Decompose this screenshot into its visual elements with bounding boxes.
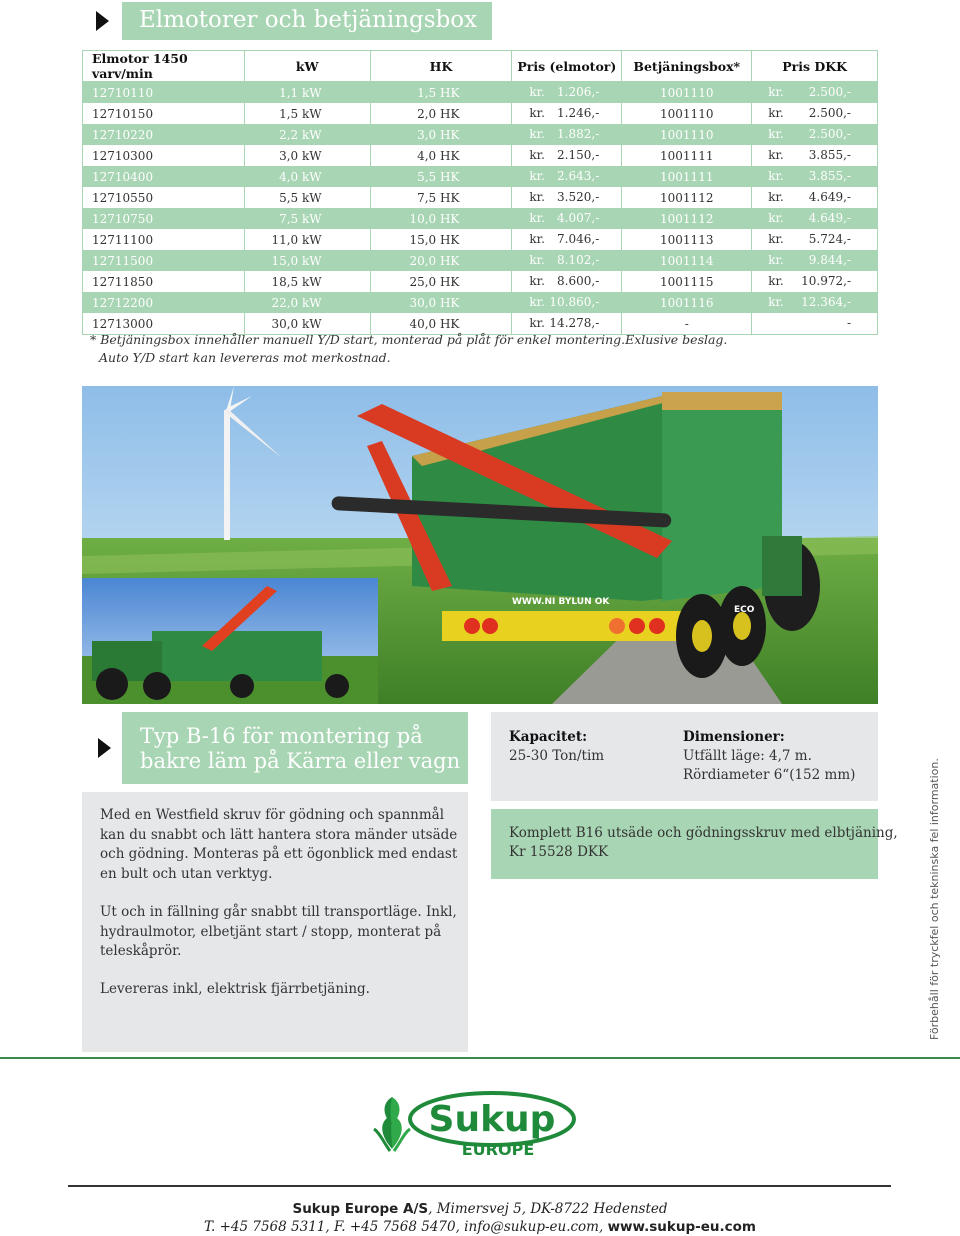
price-cell: [512, 187, 622, 208]
currency-label: kr.: [768, 211, 784, 225]
product-title-line-1: Typ B-16 för montering på: [140, 724, 423, 748]
control-box-cell: 1001114: [622, 250, 752, 271]
price-cell: [512, 145, 622, 166]
currency-label: kr.: [529, 85, 545, 99]
hk-cell: 5,5 HK: [370, 166, 512, 187]
hk-cell: 3,0 HK: [370, 124, 512, 145]
kw-cell: 3,0 kW: [244, 145, 370, 166]
logo-brand-text: Sukup: [428, 1099, 556, 1140]
footer-contact-text: T. +45 7568 5311, F. +45 7568 5470, info@sukup-eu.com,: [204, 1219, 608, 1235]
price-cell: [512, 82, 622, 104]
offer-line-2: Kr 15528 DKK: [509, 844, 609, 860]
column-header-price: Pris (elmotor): [512, 51, 622, 82]
dkk-price-cell: [752, 124, 878, 145]
control-box-cell: 1001112: [622, 208, 752, 229]
dkk-price-cell: [752, 292, 878, 313]
motor-number-cell: 12712200: [83, 292, 245, 313]
footer-address: [0, 1201, 960, 1217]
table-row: [83, 271, 878, 292]
hk-cell: 40,0 HK: [370, 313, 512, 335]
kw-cell: 18,5 kW: [244, 271, 370, 292]
price-cell: [512, 229, 622, 250]
footer-address-text: , Mimersvej 5, DK-8722 Hedensted: [428, 1201, 668, 1217]
currency-label: kr.: [768, 253, 784, 267]
price-amount: 10.860,-: [549, 295, 600, 309]
motor-number-cell: 12711500: [83, 250, 245, 271]
table-row: [83, 187, 878, 208]
kw-cell: 22,0 kW: [244, 292, 370, 313]
currency-label: kr.: [529, 274, 545, 288]
motor-price-table: [82, 50, 878, 335]
dkk-price-cell: [752, 313, 878, 335]
dkk-amount: 3.855,-: [808, 169, 851, 183]
currency-label: kr.: [529, 253, 545, 267]
currency-label: kr.: [768, 169, 784, 183]
price-amount: 14.278,-: [549, 316, 600, 330]
footnote-line-1: * Betjäningsbox innehåller manuell Y/D start, monterad på plåt för enkel montering.Exlusive beslag.: [90, 332, 728, 347]
currency-label: kr.: [529, 169, 545, 183]
control-box-cell: -: [622, 313, 752, 335]
kw-cell: 30,0 kW: [244, 313, 370, 335]
footer-contact: [0, 1219, 960, 1235]
control-box-cell: 1001110: [622, 103, 752, 124]
control-box-cell: 1001115: [622, 271, 752, 292]
dkk-amount: 10.972,-: [801, 274, 851, 288]
table-row: [83, 166, 878, 187]
price-amount: 1.206,-: [557, 85, 600, 99]
kw-cell: 5,5 kW: [244, 187, 370, 208]
price-amount: 8.102,-: [557, 253, 600, 267]
arrow-box: [82, 2, 122, 40]
table-body: [83, 82, 878, 335]
table-header-row: [83, 51, 878, 82]
disclaimer-vertical: Förbehåll för tryckfel och tekninska fel information.: [928, 758, 941, 1040]
product-photo: [82, 386, 878, 704]
dkk-amount: 12.364,-: [801, 295, 851, 309]
motor-number-cell: 12710110: [83, 82, 245, 104]
kw-cell: 11,0 kW: [244, 229, 370, 250]
logo-sub-text: EUROPE: [461, 1140, 535, 1159]
hk-cell: 25,0 HK: [370, 271, 512, 292]
hk-cell: 1,5 HK: [370, 82, 512, 104]
price-cell: [512, 271, 622, 292]
currency-label: kr.: [768, 127, 784, 141]
price-amount: 1.246,-: [557, 106, 600, 120]
motor-number-cell: 12713000: [83, 313, 245, 335]
control-box-cell: 1001113: [622, 229, 752, 250]
price-amount: 4.007,-: [557, 211, 600, 225]
kw-cell: 15,0 kW: [244, 250, 370, 271]
price-amount: 7.046,-: [557, 232, 600, 246]
dkk-amount: -: [846, 316, 851, 330]
table-row: [83, 208, 878, 229]
motor-number-cell: 12711100: [83, 229, 245, 250]
currency-label: kr.: [529, 316, 545, 330]
dkk-amount: 2.500,-: [808, 106, 851, 120]
trailer-text: WWW.NI BYLUN OK: [512, 597, 610, 607]
table-row: [83, 145, 878, 166]
control-box-cell: 1001116: [622, 292, 752, 313]
kw-cell: 2,2 kW: [244, 124, 370, 145]
price-cell: [512, 103, 622, 124]
green-divider: [0, 1057, 960, 1059]
column-header-motor: Elmotor 1450 varv/min: [83, 51, 245, 82]
table-row: [83, 229, 878, 250]
currency-label: kr.: [529, 106, 545, 120]
product-title-line-2: bakre läm på Kärra eller vagn: [140, 749, 461, 773]
price-amount: 2.643,-: [557, 169, 600, 183]
currency-label: kr.: [529, 232, 545, 246]
arrow-box: [82, 712, 122, 784]
motor-number-cell: 12711850: [83, 271, 245, 292]
dkk-price-cell: [752, 166, 878, 187]
kw-cell: 1,5 kW: [244, 103, 370, 124]
sukup-logo-graphic: [370, 1085, 590, 1160]
hk-cell: 20,0 HK: [370, 250, 512, 271]
currency-label: kr.: [768, 106, 784, 120]
table-row: [83, 250, 878, 271]
column-header-box: Betjäningsbox*: [622, 51, 752, 82]
section-header-banner: [82, 2, 492, 40]
dimensions-label: Dimensioner:: [683, 729, 785, 745]
table-footnote: [90, 331, 727, 367]
currency-label: kr.: [768, 148, 784, 162]
motor-number-cell: 12710550: [83, 187, 245, 208]
dkk-amount: 2.500,-: [808, 85, 851, 99]
kw-cell: 4,0 kW: [244, 166, 370, 187]
offer-line-1: Komplett B16 utsäde och gödningsskruv med elbtjäning,: [509, 825, 898, 841]
footnote-line-2: Auto Y/D start kan levereras mot merkostnad.: [99, 350, 391, 365]
kw-cell: 1,1 kW: [244, 82, 370, 104]
dkk-price-cell: [752, 82, 878, 104]
currency-label: kr.: [768, 85, 784, 99]
dkk-price-cell: [752, 229, 878, 250]
price-amount: 8.600,-: [557, 274, 600, 288]
control-box-cell: 1001111: [622, 145, 752, 166]
column-header-kw: kW: [244, 51, 370, 82]
dkk-amount: 5.724,-: [808, 232, 851, 246]
control-box-cell: 1001112: [622, 187, 752, 208]
description-paragraph-2: Ut och in fällning går snabbt till transportläge. Inkl, hydraulmotor, elbetjänt start / stopp, monterat på teleskåprör.: [100, 904, 457, 959]
price-amount: 2.150,-: [557, 148, 600, 162]
currency-label: kr.: [529, 295, 545, 309]
currency-label: kr.: [529, 127, 545, 141]
play-arrow-icon: [96, 11, 109, 31]
dkk-price-cell: [752, 103, 878, 124]
motor-number-cell: 12710300: [83, 145, 245, 166]
currency-label: kr.: [768, 232, 784, 246]
dkk-price-cell: [752, 250, 878, 271]
table-row: [83, 124, 878, 145]
dkk-price-cell: [752, 271, 878, 292]
motor-number-cell: 12710220: [83, 124, 245, 145]
dkk-amount: 4.649,-: [808, 190, 851, 204]
product-title-banner: [82, 712, 468, 784]
dkk-amount: 9.844,-: [808, 253, 851, 267]
hk-cell: 10,0 HK: [370, 208, 512, 229]
hk-cell: 2,0 HK: [370, 103, 512, 124]
price-cell: [512, 250, 622, 271]
currency-label: kr.: [768, 190, 784, 204]
motor-number-cell: 12710750: [83, 208, 245, 229]
hk-cell: 15,0 HK: [370, 229, 512, 250]
footer-company: Sukup Europe A/S: [292, 1201, 429, 1217]
motor-number-cell: 12710150: [83, 103, 245, 124]
price-amount: 1.882,-: [557, 127, 600, 141]
description-paragraph-3: Levereras inkl, elektrisk fjärrbetjäning.: [100, 981, 370, 997]
dimension-line-1: Utfällt läge: 4,7 m.: [683, 748, 812, 764]
hk-cell: 4,0 HK: [370, 145, 512, 166]
section-title: Elmotorer och betjäningsbox: [139, 7, 478, 33]
capacity-label: Kapacitet:: [509, 729, 588, 745]
currency-label: kr.: [529, 190, 545, 204]
leaf-icon: [374, 1097, 410, 1151]
currency-label: kr.: [768, 295, 784, 309]
price-cell: [512, 124, 622, 145]
hk-cell: 30,0 HK: [370, 292, 512, 313]
footer-divider: [68, 1185, 891, 1187]
control-box-cell: 1001110: [622, 82, 752, 104]
trailer-badge: ECO: [734, 605, 755, 615]
inset-photo: [82, 578, 378, 704]
price-cell: [512, 208, 622, 229]
dkk-price-cell: [752, 145, 878, 166]
hk-cell: 7,5 HK: [370, 187, 512, 208]
dkk-price-cell: [752, 187, 878, 208]
kw-cell: 7,5 kW: [244, 208, 370, 229]
dkk-price-cell: [752, 208, 878, 229]
sukup-logo: [370, 1085, 590, 1160]
table-row: [83, 292, 878, 313]
dimension-line-2: Rördiameter 6“(152 mm): [683, 767, 856, 783]
motor-number-cell: 12710400: [83, 166, 245, 187]
capacity-value: 25-30 Ton/tim: [509, 748, 605, 764]
specs-box: [491, 712, 878, 801]
offer-box: [491, 809, 898, 879]
currency-label: kr.: [529, 211, 545, 225]
trailer-field-illustration: [82, 386, 878, 704]
currency-label: kr.: [768, 274, 784, 288]
play-arrow-icon: [98, 738, 111, 758]
price-amount: 3.520,-: [557, 190, 600, 204]
table-row: [83, 82, 878, 104]
price-cell: [512, 166, 622, 187]
dkk-amount: 4.649,-: [808, 211, 851, 225]
table-row: [83, 103, 878, 124]
control-box-cell: 1001110: [622, 124, 752, 145]
currency-label: kr.: [529, 148, 545, 162]
control-box-cell: 1001111: [622, 166, 752, 187]
dkk-amount: 3.855,-: [808, 148, 851, 162]
dkk-amount: 2.500,-: [808, 127, 851, 141]
price-cell: [512, 292, 622, 313]
column-header-dkk: Pris DKK: [752, 51, 878, 82]
footer-website-link[interactable]: www.sukup-eu.com: [607, 1219, 756, 1235]
product-description-panel: [82, 792, 468, 1052]
description-paragraph-1: Med en Westfield skruv för gödning och spannmål kan du snabbt och lätt hantera stora mänder utsäde och gödning. Monteras på ett ögonblick med endast en bult och utan verktyg.: [100, 807, 458, 882]
column-header-hk: HK: [370, 51, 512, 82]
